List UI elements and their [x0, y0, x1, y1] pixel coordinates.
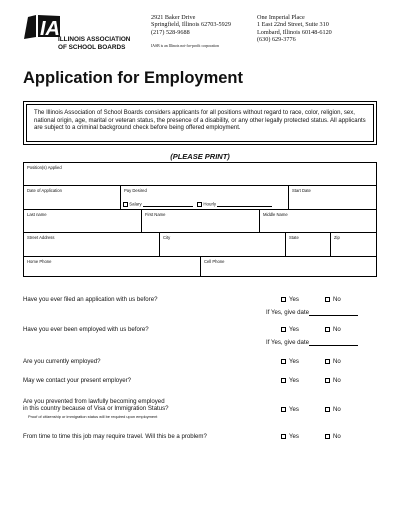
if-yes-date-employed[interactable] [266, 339, 358, 346]
salary-label: Salary [129, 201, 142, 207]
question-employed-before: Have you ever been employed with us before? [23, 326, 149, 333]
yes-checkbox[interactable] [281, 359, 286, 364]
if-yes-date-filed[interactable] [266, 309, 358, 316]
question-currently-employed: Are you currently employed? [23, 358, 101, 365]
org-name [58, 36, 130, 51]
yes-checkbox[interactable] [281, 434, 286, 439]
question-travel: From time to time this job may require travel. Will this be a problem? [23, 433, 207, 440]
no-label: No [333, 406, 341, 413]
state-field[interactable] [285, 232, 331, 257]
no-checkbox[interactable] [325, 434, 330, 439]
logo-letters: IASB [40, 18, 88, 40]
if-yes-label: If Yes, give date [266, 309, 310, 316]
home-phone-label: Home Phone [27, 259, 52, 264]
no-option[interactable] [325, 358, 341, 365]
yes-option[interactable] [281, 296, 299, 303]
no-label: No [333, 433, 341, 440]
yes-option[interactable] [281, 358, 299, 365]
hourly-line[interactable] [217, 201, 272, 207]
question-filed-before: Have you ever filed an application with us before? [23, 296, 158, 303]
no-checkbox[interactable] [325, 378, 330, 383]
no-label: No [333, 358, 341, 365]
state-label: State [289, 235, 299, 240]
home-phone-field[interactable] [23, 256, 201, 277]
middle-name-field[interactable] [259, 209, 377, 233]
street-address-field[interactable] [23, 232, 160, 257]
cell-phone-label: Cell Phone [204, 259, 225, 264]
yes-option[interactable] [281, 377, 299, 384]
no-checkbox[interactable] [325, 359, 330, 364]
page-title: Application for Employment [23, 69, 244, 87]
position-field[interactable] [23, 162, 377, 186]
date-line[interactable] [309, 309, 358, 316]
please-print-label: (PLEASE PRINT) [170, 152, 230, 161]
eeo-notice-box [23, 101, 377, 145]
visa-question-line2: in this country because of Visa or Immigration Status? [23, 405, 169, 413]
no-option[interactable] [325, 296, 341, 303]
org-name-line2: OF SCHOOL BOARDS [58, 43, 126, 51]
last-name-label: Last name [27, 212, 47, 217]
no-checkbox[interactable] [325, 327, 330, 332]
yes-label: Yes [289, 358, 299, 365]
eeo-notice-text: The Illinois Association of School Boards considers applicants for all positions without regard to race, color, religion, sex, national origin, age, marital or veteran status, the presence of a disability, or any other legally protected status. All applicants are subject to a criminal background check before being offered employment. [26, 104, 374, 142]
no-option[interactable] [325, 377, 341, 384]
org-name-line1: ILLINOIS ASSOCIATION [58, 36, 131, 43]
date-line[interactable] [309, 339, 358, 346]
hourly-checkbox[interactable] [197, 202, 202, 207]
yes-option[interactable] [281, 433, 299, 440]
zip-field[interactable] [330, 232, 377, 257]
city-field[interactable] [159, 232, 286, 257]
position-label: Position(s) Applied [27, 165, 62, 170]
hourly-label: Hourly [203, 201, 217, 207]
start-date-label: Start Date [292, 188, 311, 193]
no-checkbox[interactable] [325, 407, 330, 412]
no-label: No [333, 326, 341, 333]
yes-label: Yes [289, 406, 299, 413]
yes-checkbox[interactable] [281, 327, 286, 332]
street-label: Street Address [27, 235, 55, 240]
cell-phone-field[interactable] [200, 256, 377, 277]
city-label: City [163, 235, 171, 240]
nonprofit-note: IASB is an Illinois not-for-profit corporation [151, 44, 219, 48]
no-option[interactable] [325, 406, 341, 413]
start-date-field[interactable] [288, 185, 377, 210]
yes-label: Yes [289, 326, 299, 333]
pay-desired-field[interactable] [120, 185, 289, 210]
question-visa-status [23, 398, 169, 420]
yes-label: Yes [289, 296, 299, 303]
no-checkbox[interactable] [325, 297, 330, 302]
no-label: No [333, 296, 341, 303]
address-lombard: One Imperial Place 1 East 22nd Street, Suite 310 Lombard, Illinois 60148-6120 (630) 629-3776 [257, 14, 332, 44]
yes-checkbox[interactable] [281, 378, 286, 383]
address-springfield: 2921 Baker Drive Springfield, Illinois 62703-5929 (217) 528-9688 [151, 14, 231, 36]
date-of-application-field[interactable] [23, 185, 121, 210]
question-contact-employer: May we contact your present employer? [23, 377, 132, 384]
last-name-field[interactable] [23, 209, 142, 233]
yes-option[interactable] [281, 406, 299, 413]
salary-checkbox[interactable] [123, 202, 128, 207]
first-name-field[interactable] [141, 209, 260, 233]
if-yes-label: If Yes, give date [266, 339, 310, 346]
visa-question-line1: Are you prevented from lawfully becoming employed [23, 398, 165, 405]
yes-label: Yes [289, 433, 299, 440]
salary-line[interactable] [143, 201, 193, 207]
zip-label: Zip [334, 235, 340, 240]
yes-checkbox[interactable] [281, 407, 286, 412]
no-option[interactable] [325, 326, 341, 333]
no-label: No [333, 377, 341, 384]
first-name-label: First Name [145, 212, 166, 217]
yes-checkbox[interactable] [281, 297, 286, 302]
pay-label: Pay Desired [124, 188, 147, 193]
citizenship-note: Proof of citizenship or immigration status will be required upon employment [28, 413, 158, 419]
yes-option[interactable] [281, 326, 299, 333]
applicant-info-form [23, 162, 377, 277]
yes-label: Yes [289, 377, 299, 384]
no-option[interactable] [325, 433, 341, 440]
date-label: Date of Application [27, 188, 62, 193]
middle-name-label: Middle Name [263, 212, 288, 217]
